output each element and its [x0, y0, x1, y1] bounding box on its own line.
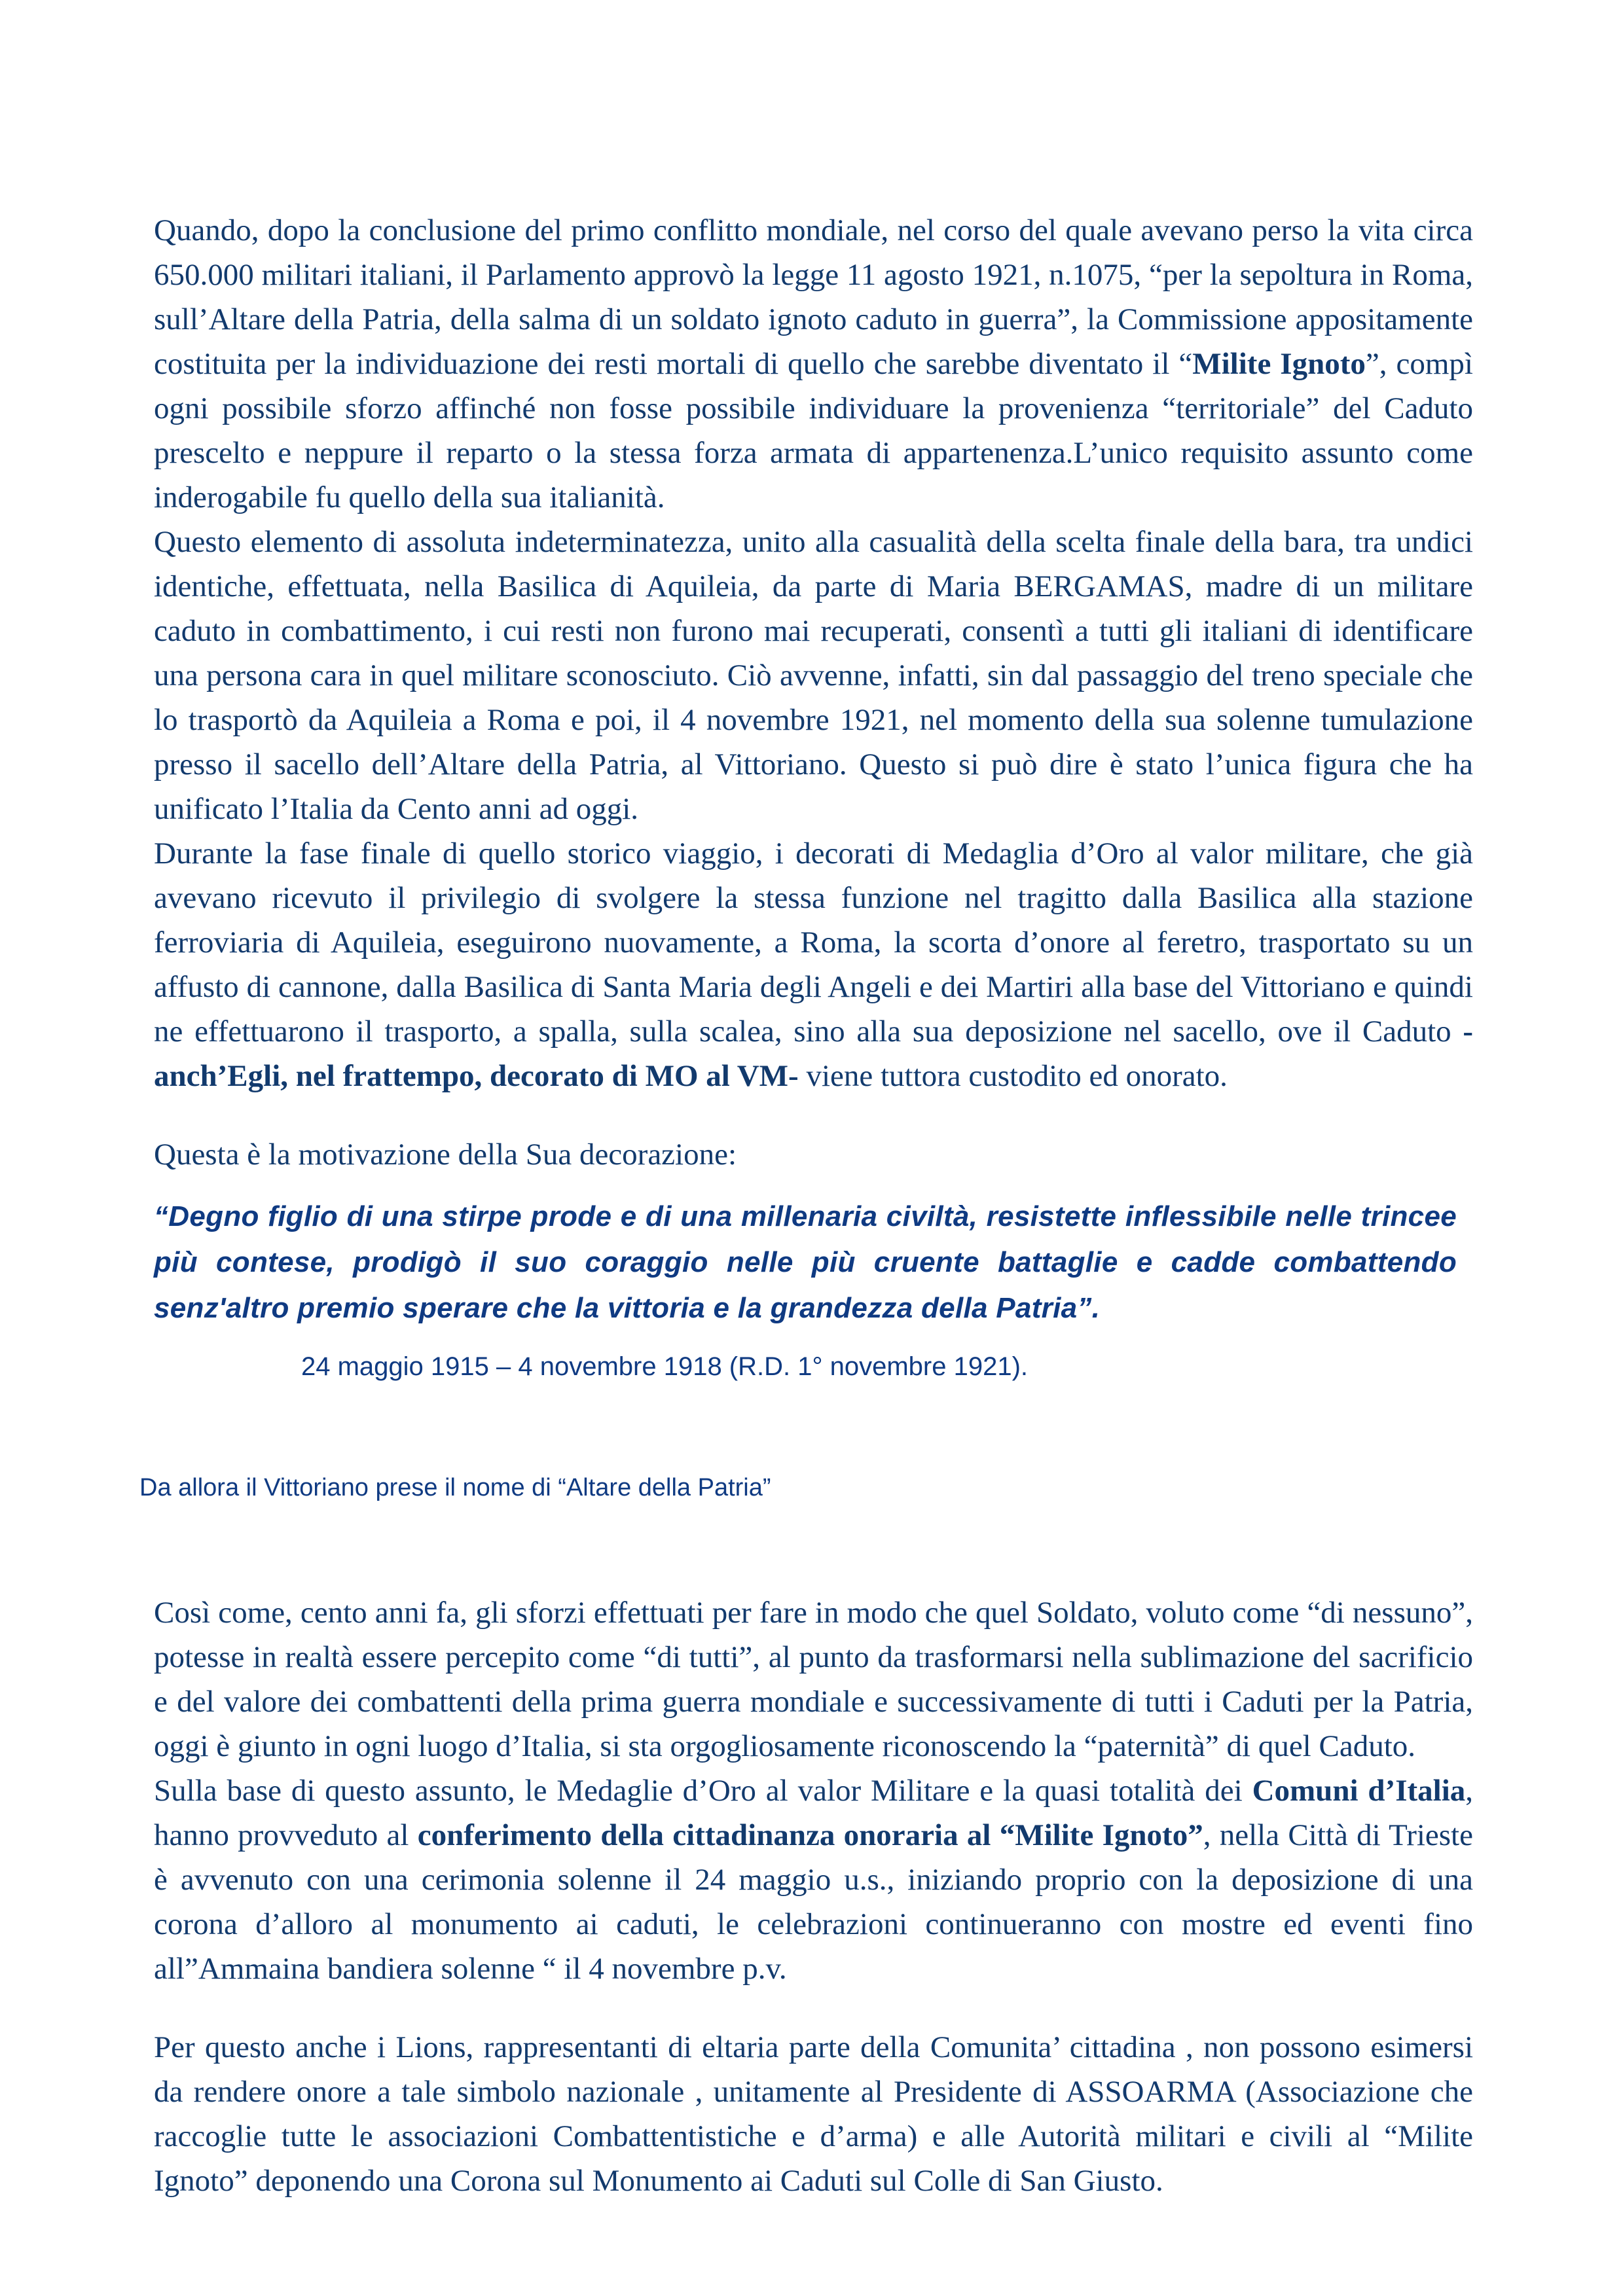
- paragraph-5-bold-comuni-ditalia: Comuni d’Italia: [1252, 1774, 1466, 1808]
- vittoriano-note-line: Da allora il Vittoriano prese il nome di “Altare della Patria”: [139, 1474, 771, 1501]
- paragraph-1-text-b: ”, compì ogni possibile sforzo affinché non fosse possibile individuare la provenienza “territoriale” del Caduto prescelto e neppure il reparto o la stessa forza armata di appartenenza.L’unico requisito assunto come inderogabile fu quello della sua italianità.: [154, 347, 1473, 514]
- spacer-before-quote: [154, 1177, 1473, 1194]
- paragraph-5-bold-cittadinanza-onoraria: conferimento della cittadinanza onoraria al “Milite Ignoto”: [417, 1818, 1203, 1852]
- decoration-citation-quote: “Degno figlio di una stirpe prode e di una millenaria civiltà, resistette inflessibile nelle trincee più contese, prodigò il suo coraggio nelle più cruente battaglie e cadde combattendo senz'altro premio sperare che la vittoria e la grandezza della Patria”.: [154, 1200, 1457, 1324]
- paragraph-5-text-c: , nella Città di Trieste è avvenuto con una cerimonia solenne il 24 maggio u.s., iniziando proprio con la deposizione di una corona d’alloro al monumento ai caduti, le celebrazioni continueranno con mostre ed eventi fino all”Ammaina bandiera solenne “ il 4 novembre p.v.: [154, 1818, 1473, 1986]
- paragraph-3-text-a: Durante la fase finale di quello storico viaggio, i decorati di Medaglia d’Oro al valor militare, che già avevano ricevuto il privilegio di svolgere la stessa funzione nel tragitto dalla Basilica alla stazione ferroviaria di Aquileia, eseguirono nuovamente, a Roma, la scorta d’onore al feretro, trasportato su un affusto di cannone, dalla Basilica di Santa Maria degli Angeli e dei Martiri alla base del Vittoriano e quindi ne effettuarono il trasporto, a spalla, sulla scalea, sino alla sua deposizione nel sacello, ove il Caduto: [154, 836, 1473, 1049]
- paragraph-5-text-a: Sulla base di questo assunto, le Medaglie d’Oro al valor Militare e la quasi totalità dei: [154, 1774, 1252, 1808]
- paragraph-3-text-b: viene tuttora custodito ed onorato.: [798, 1059, 1228, 1093]
- paragraph-6: Per questo anche i Lions, rappresentanti di eltaria parte della Comunita’ cittadina , non possono esimersi da rendere onore a tale simbolo nazionale , unitamente al Presidente di ASSOARMA (Associazione che raccoglie tutte le associazioni Combattentistiche e d’arma) e alle Autorità militari e civili al “Milite Ignoto” deponendo una Corona sul Monumento ai Caduti sul Colle di San Giusto.: [154, 2030, 1473, 2198]
- spacer-before-note: [154, 1385, 1473, 1470]
- paragraph-3-bold-decorato: -anch’Egli, nel frattempo, decorato di MO al VM-: [154, 1014, 1473, 1093]
- paragraph-5-text-b: , hanno provveduto al: [154, 1774, 1473, 1852]
- paragraph-4: Così come, cento anni fa, gli sforzi effettuati per fare in modo che quel Soldato, voluto come “di nessuno”, potesse in realtà essere percepito come “di tutti”, al punto da trasformarsi nella sublimazione del sacrificio e del valore dei combattenti della prima guerra mondiale e successivamente di tutti i Caduti per la Patria, oggi è giunto in ogni luogo d’Italia, si sta orgogliosamente riconoscendo la “paternità” di quel Caduto.: [154, 1596, 1473, 1763]
- spacer-before-paragraph-4: [154, 1505, 1473, 1590]
- paragraph-5: [154, 1768, 1473, 1991]
- spacer-before-lead: [154, 1098, 1473, 1132]
- paragraph-3: [154, 831, 1473, 1098]
- paragraph-2: Questo elemento di assoluta indeterminatezza, unito alla casualità della scelta finale della bara, tra undici identiche, effettuata, nella Basilica di Aquileia, da parte di Maria BERGAMAS, madre di un militare caduto in combattimento, i cui resti non furono mai recuperati, consentì a tutti gli italiani di identificare una persona cara in quel militare sconosciuto. Ciò avvenne, infatti, sin dal passaggio del treno speciale che lo trasportò da Aquileia a Roma e poi, il 4 novembre 1921, nel momento della sua solenne tumulazione presso il sacello dell’Altare della Patria, al Vittoriano. Questo si può dire è stato l’unica figura che ha unificato l’Italia da Cento anni ad oggi.: [154, 525, 1473, 826]
- paragraph-1: [154, 208, 1473, 520]
- paragraph-1-bold-milite-ignoto: Milite Ignoto: [1192, 347, 1366, 381]
- paragraph-1-text-a: Quando, dopo la conclusione del primo conflitto mondiale, nel corso del quale avevano perso la vita circa 650.000 militari italiani, il Parlamento approvò la legge 11 agosto 1921, n.1075, “per la sepoltura in Roma, sull’Altare della Patria, della salma di un soldato ignoto caduto in guerra”, la Commissione appositamente costituita per la individuazione dei resti mortali di quello che sarebbe diventato il “: [154, 213, 1473, 381]
- spacer-before-date: [154, 1331, 1473, 1348]
- spacer-before-paragraph-6: [154, 1991, 1473, 2025]
- motivation-lead-line: Questa è la motivazione della Sua decorazione:: [154, 1138, 737, 1172]
- text-column: [139, 208, 1473, 2203]
- decoration-date-line: 24 maggio 1915 – 4 novembre 1918 (R.D. 1° novembre 1921).: [301, 1352, 1028, 1381]
